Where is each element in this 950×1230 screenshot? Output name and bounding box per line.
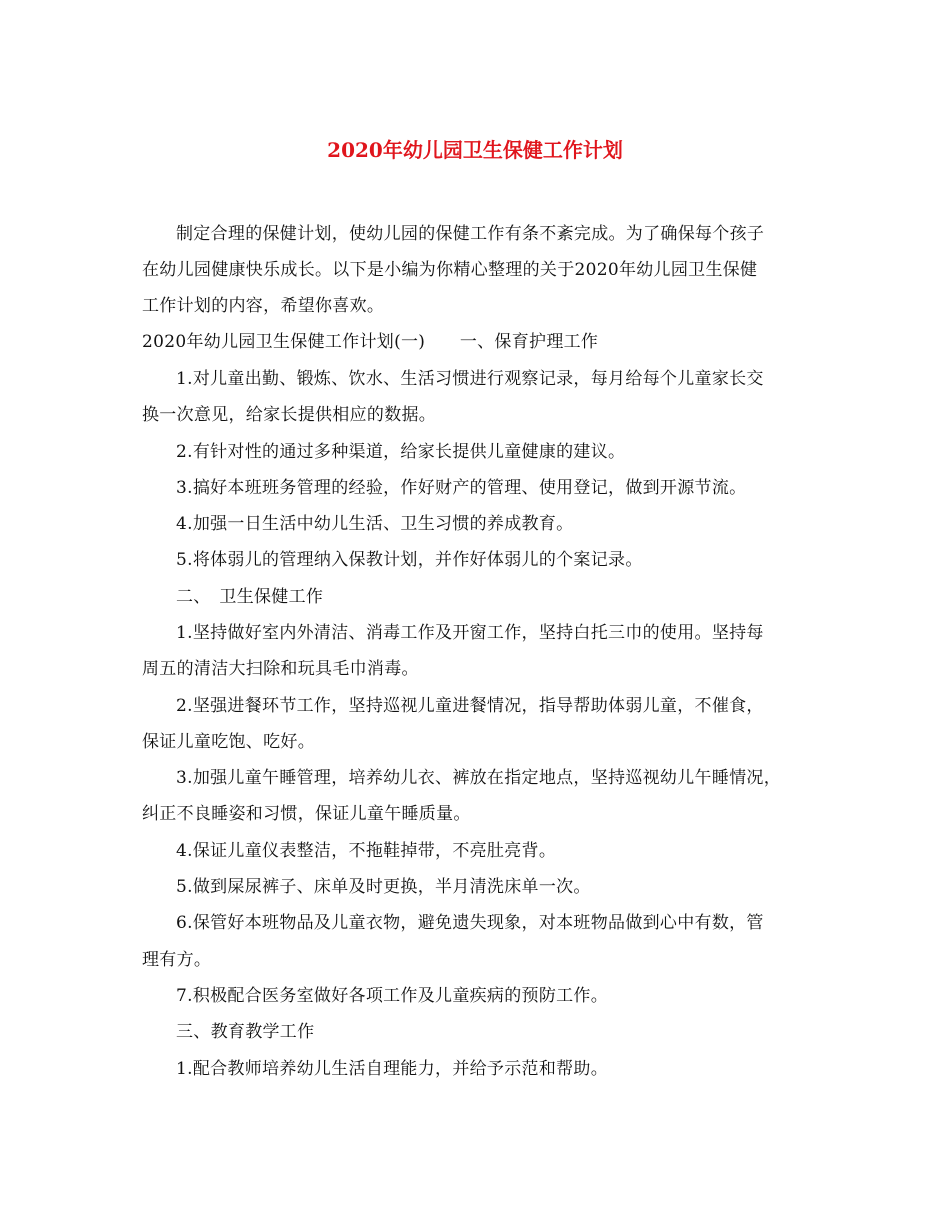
list-item-line: 3.加强儿童午睡管理，培养幼儿衣、裤放在指定地点，坚持巡视幼儿午睡情况， xyxy=(176,768,782,788)
list-item-line: 1.配合教师培养幼儿生活自理能力，并给予示范和帮助。 xyxy=(176,1059,609,1079)
list-item-line: 3.搞好本班班务管理的经验，作好财产的管理、使用登记，做到开源节流。 xyxy=(176,478,747,498)
list-item-line: 5.做到屎尿裤子、床单及时更换，半月清洗床单一次。 xyxy=(176,877,591,897)
list-item-line: 2.有针对性的通过多种渠道，给家长提供儿童健康的建议。 xyxy=(176,442,626,462)
list-item-line: 2.坚强进餐环节工作，坚持巡视儿童进餐情况，指导帮助体弱儿童，不催食， xyxy=(176,696,764,716)
list-item-line: 保证儿童吃饱、吃好。 xyxy=(142,732,315,752)
list-item-line: 4.保证儿童仪表整洁，不拖鞋掉带，不亮肚亮背。 xyxy=(176,841,557,861)
list-item-line: 纠正不良睡姿和习惯，保证儿童午睡质量。 xyxy=(142,804,471,824)
section-heading-line: 2020年幼儿园卫生保健工作计划(一) 一、保育护理工作 xyxy=(142,332,599,352)
document-title: 2020年幼儿园卫生保健工作计划 xyxy=(327,138,623,162)
list-item-line: 4.加强一日生活中幼儿生活、卫生习惯的养成教育。 xyxy=(176,514,574,534)
section-heading-line: 二、 卫生保健工作 xyxy=(176,587,324,607)
list-item-line: 理有方。 xyxy=(142,950,212,970)
list-item-line: 6.保管好本班物品及儿童衣物，避免遗失现象，对本班物品做到心中有数，管 xyxy=(176,913,764,933)
paragraph-line: 在幼儿园健康快乐成长。以下是小编为你精心整理的关于2020年幼儿园卫生保健 xyxy=(142,260,758,280)
list-item-line: 7.积极配合医务室做好各项工作及儿童疾病的预防工作。 xyxy=(176,986,609,1006)
paragraph-line: 制定合理的保健计划，使幼儿园的保健工作有条不紊完成。为了确保每个孩子 xyxy=(176,224,765,244)
paragraph-line: 工作计划的内容，希望你喜欢。 xyxy=(142,296,385,316)
list-item-line: 换一次意见，给家长提供相应的数据。 xyxy=(142,405,437,425)
list-item-line: 周五的清洁大扫除和玩具毛巾消毒。 xyxy=(142,659,419,679)
list-item-line: 5.将体弱儿的管理纳入保教计划，并作好体弱儿的个案记录。 xyxy=(176,550,643,570)
list-item-line: 1.坚持做好室内外清洁、消毒工作及开窗工作，坚持白托三巾的使用。坚持每 xyxy=(176,623,764,643)
list-item-line: 1.对儿童出勤、锻炼、饮水、生活习惯进行观察记录，每月给每个儿童家长交 xyxy=(176,369,764,389)
section-heading-line: 三、教育教学工作 xyxy=(176,1022,315,1042)
